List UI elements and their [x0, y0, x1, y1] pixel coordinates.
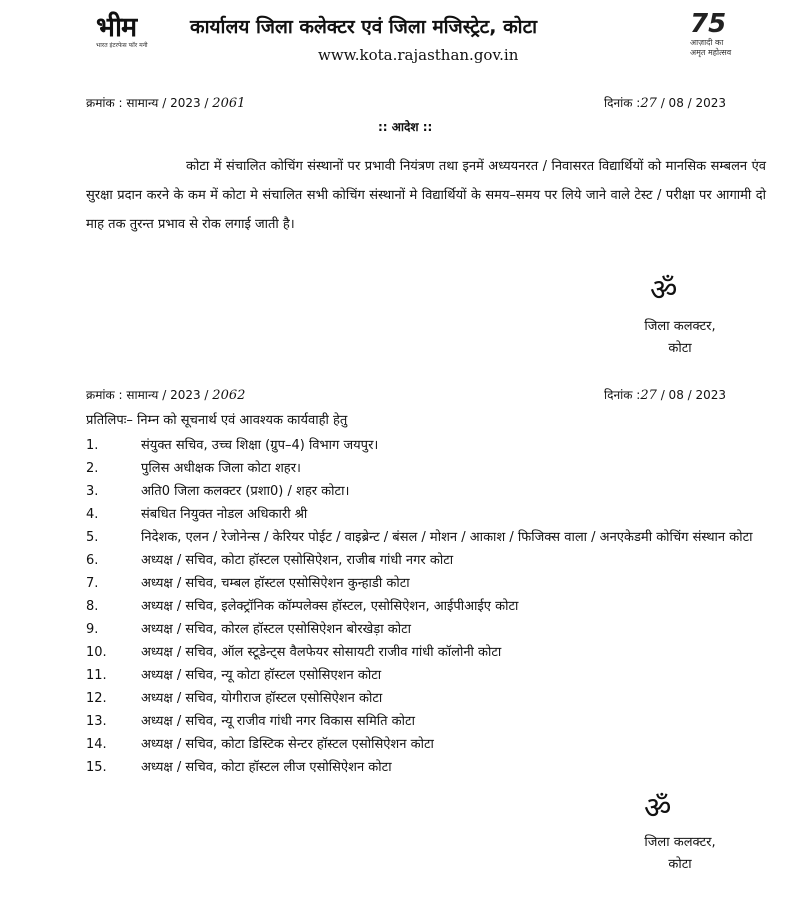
order-date: [604, 94, 726, 111]
order-date-day: 27: [640, 96, 657, 111]
list-item: [86, 457, 776, 480]
list-item-text: अध्यक्ष / सचिव, कोटा हॉस्टल लीज एसोसिऐशन कोटा: [141, 760, 392, 775]
list-item-text: अध्यक्ष / सचिव, कोटा डिस्टिक सेन्टर हॉस्टल एसोसिऐशन कोटा: [141, 737, 434, 752]
copy-reference-prefix: क्रमांक : सामान्य / 2023 /: [86, 388, 209, 402]
list-item: [86, 480, 776, 503]
list-item-text: अध्यक्ष / सचिव, इलेक्ट्रॉनिक कॉम्पलेक्स हॉस्टल, एसोसिऐशन, आईपीआईए कोटा: [141, 599, 519, 614]
list-item-number: 8.: [86, 599, 99, 614]
list-item-text: संयुक्त सचिव, उच्च शिक्षा (ग्रुप–4) विभाग जयपुर।: [141, 438, 379, 453]
logo-line-1: आज़ादी का: [690, 38, 724, 47]
recipient-list: [86, 434, 776, 779]
list-item-text: पुलिस अधीक्षक जिला कोटा शहर।: [141, 461, 301, 476]
signatory-title: जिला कलक्टर,: [644, 835, 716, 850]
list-item-number: 1.: [86, 438, 99, 453]
order-reference-prefix: क्रमांक : सामान्य / 2023 /: [86, 96, 209, 110]
signatory-block: [615, 316, 745, 360]
list-item-text: अध्यक्ष / सचिव, न्यू कोटा हॉस्टल एसोसिएशन कोटा: [141, 668, 382, 683]
list-item-number: 12.: [86, 691, 107, 706]
list-item: [86, 526, 776, 549]
order-date-rest: / 08 / 2023: [660, 96, 727, 110]
order-body: [86, 152, 766, 239]
list-item-number: 10.: [86, 645, 107, 660]
signatory-place: कोटा: [668, 341, 692, 356]
list-item-number: 13.: [86, 714, 107, 729]
list-item-number: 3.: [86, 484, 99, 499]
signature: ॐ: [644, 791, 672, 826]
order-body-text: कोटा में संचालित कोचिंग संस्थानों पर प्रभावी नियंत्रण तथा इनमें अध्ययनरत / निवासरत विद्यार्थियों को मानसिक सम्बलन एंव सुरक्षा प्रदान करने के कम में कोटा मे संचालित सभी कोचिंग संस्थानों मे विद्यार्थियों के समय–समय पर लिये जाने वाले टेस्ट / परीक्षा पर आगामी दो माह तक तुरन्त प्रभाव से रोक लगाई जाती है।: [86, 159, 766, 232]
list-item-number: 9.: [86, 622, 99, 637]
list-item: [86, 434, 776, 457]
list-item-text: अध्यक्ष / सचिव, कोरल हॉस्टल एसोसिऐशन बोरखेड़ा कोटा: [141, 622, 412, 637]
website-url: www.kota.rajasthan.gov.in: [318, 46, 519, 64]
copy-reference: [86, 386, 245, 403]
list-item-number: 14.: [86, 737, 107, 752]
bhim-logo-text: भीम: [96, 12, 137, 43]
signatory-block: [615, 832, 745, 876]
list-item: [86, 572, 776, 595]
list-item-number: 4.: [86, 507, 99, 522]
list-item: [86, 756, 776, 779]
copy-date: [604, 386, 726, 403]
order-reference: [86, 94, 245, 111]
bhim-logo: [96, 14, 162, 66]
list-item-number: 15.: [86, 760, 107, 775]
list-item: [86, 710, 776, 733]
signature: ॐ: [650, 273, 678, 308]
list-item: [86, 595, 776, 618]
list-item-text: अध्यक्ष / सचिव, चम्बल हॉस्टल एसोसिऐशन कुन्हाडी कोटा: [141, 576, 410, 591]
copy-date-prefix: दिनांक :: [604, 388, 641, 402]
bhim-logo-subtext: भारत इंटरफेस फॉर मनी: [96, 42, 148, 49]
list-item: [86, 733, 776, 756]
order-date-prefix: दिनांक :: [604, 96, 641, 110]
office-title: कार्यालय जिला कलेक्टर एवं जिला मजिस्ट्रेट, कोटा: [190, 16, 538, 38]
list-item: [86, 503, 776, 526]
logo-number: 75: [690, 9, 727, 39]
copy-date-day: 27: [640, 388, 657, 403]
order-heading: :: आदेश ::: [378, 120, 433, 134]
list-item-text: अध्यक्ष / सचिव, योगीराज हॉस्टल एसोसिऐशन कोटा: [141, 691, 383, 706]
copy-heading: प्रतिलिपः– निम्न को सूचनार्थ एवं आवश्यक कार्यवाही हेतु: [86, 413, 348, 428]
list-item-text: संबधित नियुक्त नोडल अधिकारी श्री: [141, 507, 308, 522]
list-item: [86, 549, 776, 572]
copy-reference-number: 2062: [212, 388, 246, 403]
azadi-amrit-mahotsav-logo: [690, 10, 780, 70]
list-item-number: 2.: [86, 461, 99, 476]
list-item-number: 6.: [86, 553, 99, 568]
copy-date-rest: / 08 / 2023: [660, 388, 727, 402]
list-item-text: अध्यक्ष / सचिव, कोटा हॉस्टल एसोसिऐशन, राजीब गांधी नगर कोटा: [141, 553, 454, 568]
order-reference-number: 2061: [212, 96, 246, 111]
signatory-place: कोटा: [668, 857, 692, 872]
signatory-title: जिला कलक्टर,: [644, 319, 716, 334]
list-item-text: अति0 जिला कलक्टर (प्रशा0) / शहर कोटा।: [141, 484, 350, 499]
list-item: [86, 641, 776, 664]
logo-line-2: अमृत महोत्सव: [690, 48, 732, 57]
list-item-number: 5.: [86, 530, 99, 545]
list-item-text: अध्यक्ष / सचिव, न्यू राजीव गांधी नगर विकास समिति कोटा: [141, 714, 415, 729]
list-item: [86, 618, 776, 641]
list-item-number: 11.: [86, 668, 107, 683]
list-item: [86, 687, 776, 710]
list-item-text: निदेशक, एलन / रेजोनेन्स / केरियर पोईट / वाइब्रेन्ट / बंसल / मोशन / आकाश / फिजिक्स वाला / अनएकेडमी कोचिंग संस्थान कोटा: [141, 530, 753, 545]
list-item: [86, 664, 776, 687]
list-item-number: 7.: [86, 576, 99, 591]
list-item-text: अध्यक्ष / सचिव, ऑल स्टूडेन्ट्स वैलफेयर सोसायटी राजीव गांधी कॉलोनी कोटा: [141, 645, 502, 660]
